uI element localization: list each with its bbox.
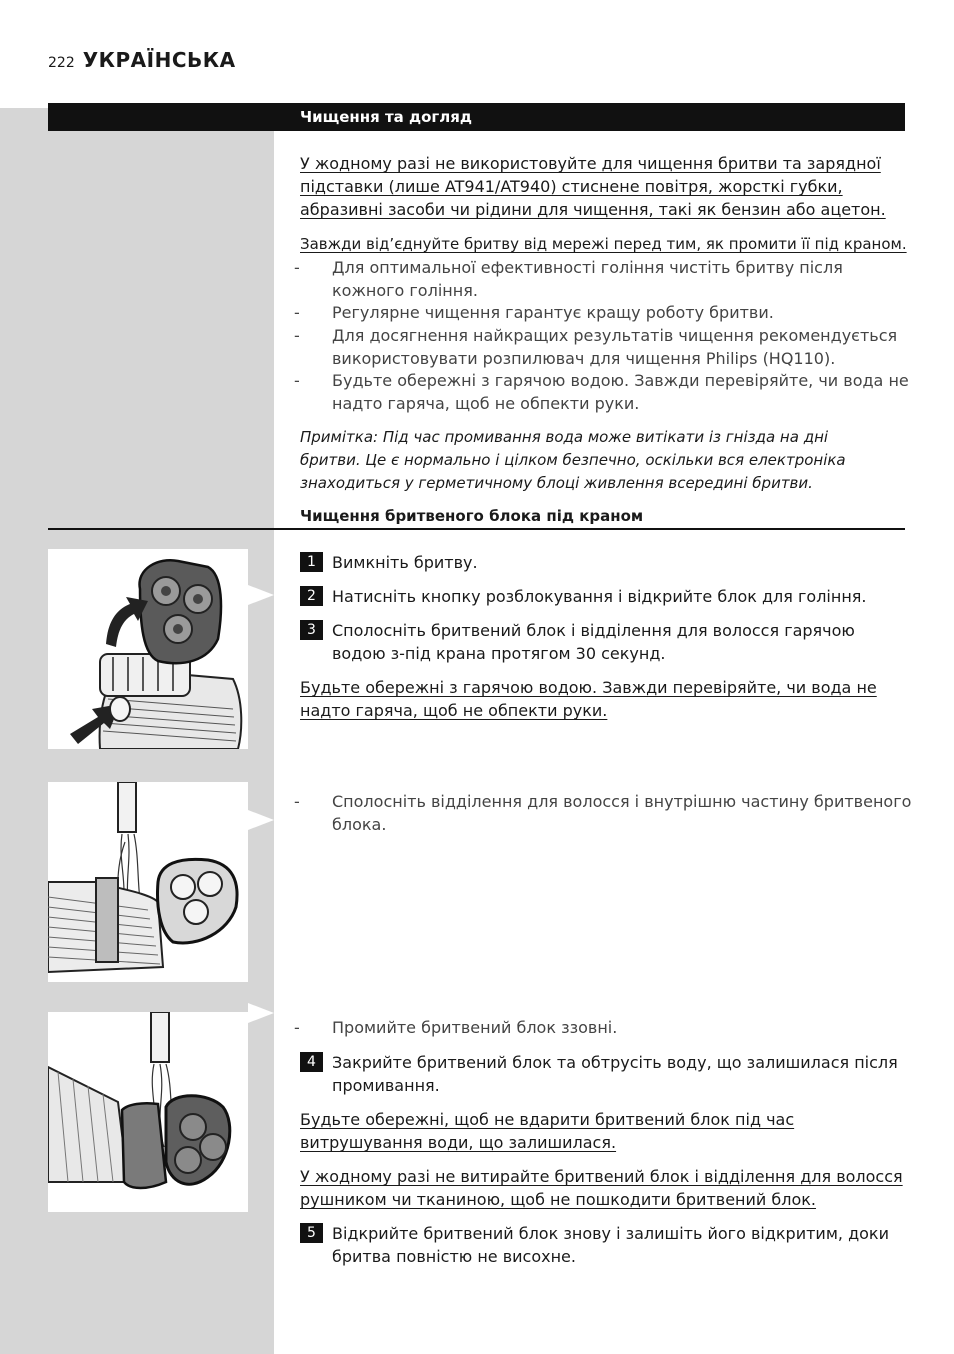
step-text: водою з-під крана протягом 30 секунд. <box>332 644 666 663</box>
list-item-text: використовувати розпилювач для чищення Philips (HQ110). <box>332 349 836 368</box>
step-number: 4 <box>300 1052 323 1072</box>
language-title: УКРАЇНСЬКА <box>82 48 236 72</box>
list-item <box>294 256 843 302</box>
step-text: промивання. <box>332 1076 440 1095</box>
step-text: бритва повністю не висохне. <box>332 1247 576 1266</box>
step-text: Закрийте бритвений блок та обтрусіть воду, що залишилася після <box>332 1053 898 1072</box>
warning-do-not-hit <box>300 1108 794 1154</box>
list-item-text: Будьте обережні з гарячою водою. Завжди перевіряйте, чи вода не <box>332 371 909 390</box>
warning-line: витрушування води, що залишилася. <box>300 1133 617 1152</box>
list-item-text: Для досягнення найкращих результатів чищення рекомендується <box>332 326 898 345</box>
step-text: Натисніть кнопку розблокування і відкрийте блок для гоління. <box>332 587 867 606</box>
note <box>300 426 846 495</box>
warning-do-not-wipe <box>300 1165 903 1211</box>
warning-line: надто гаряча, щоб не обпекти руки. <box>300 701 608 720</box>
step-text: Сполосніть бритвений блок і відділення для волосся гарячою <box>332 621 855 640</box>
list-item-text: Для оптимальної ефективності гоління чистіть бритву після <box>332 258 843 277</box>
step-number: 3 <box>300 620 323 640</box>
list-item-text: Промийте бритвений блок ззовні. <box>332 1018 618 1037</box>
warning-line: підставки (лише AT941/AT940) стиснене повітря, жорсткі губки, <box>300 177 843 196</box>
step-3 <box>307 619 855 665</box>
illustration-rinse-hair-chamber <box>48 782 248 982</box>
step-number: 2 <box>300 586 323 606</box>
step-text: Відкрийте бритвений блок знову і залишіть його відкритим, доки <box>332 1224 889 1243</box>
bullet-dash: - <box>294 792 300 811</box>
list-item <box>294 301 774 324</box>
section-title: Чищення та догляд <box>300 108 472 126</box>
note-line: Примітка: Під час промивання вода може витікати із гнізда на дні <box>300 428 829 446</box>
subsection-title: Чищення бритвеного блока під краном <box>300 507 644 525</box>
list-item-text: блока. <box>332 815 387 834</box>
step-5 <box>307 1222 889 1268</box>
illustration-pointer <box>248 810 274 830</box>
illustration-rinse-outside <box>48 1012 248 1212</box>
step-2 <box>307 585 867 608</box>
section-rule <box>48 528 905 530</box>
list-item-text: Регулярне чищення гарантує кращу роботу бритви. <box>332 303 774 322</box>
warning-line: рушником чи тканиною, щоб не пошкодити бритвений блок. <box>300 1190 817 1209</box>
warning-unplug: Завжди від’єднуйте бритву від мережі перед тим, як промити її під краном. <box>300 235 907 253</box>
page-number: 222 <box>48 55 75 71</box>
step-4 <box>307 1051 898 1097</box>
list-item-text: кожного гоління. <box>332 281 478 300</box>
warning-line: У жодному разі не витирайте бритвений блок і відділення для волосся <box>300 1167 903 1186</box>
list-item-rinse-outside <box>294 1016 618 1039</box>
warning-line: Будьте обережні, щоб не вдарити бритвений блок під час <box>300 1110 795 1129</box>
step-text: Вимкніть бритву. <box>332 553 478 572</box>
page-header <box>48 48 236 72</box>
step-1 <box>307 551 478 574</box>
illustration-pointer <box>248 585 274 605</box>
warning-line: У жодному разі не використовуйте для чищення бритви та зарядної <box>300 154 881 173</box>
bullet-dash: - <box>294 258 300 277</box>
illustration-open-shaving-unit <box>48 549 248 749</box>
section-bar <box>48 103 905 131</box>
bullet-dash: - <box>294 303 300 322</box>
warning-line: Будьте обережні з гарячою водою. Завжди перевіряйте, чи вода не <box>300 678 877 697</box>
warning-hot-water <box>300 676 877 722</box>
list-item <box>294 324 898 370</box>
bullet-dash: - <box>294 1018 300 1037</box>
step-number: 5 <box>300 1223 323 1243</box>
list-item-text: Сполосніть відділення для волосся і внутрішню частину бритвеного <box>332 792 912 811</box>
list-item-text: надто гаряча, щоб не обпекти руки. <box>332 394 640 413</box>
list-item-rinse-chamber <box>294 790 912 836</box>
bullet-dash: - <box>294 371 300 390</box>
note-line: бритви. Це є нормально і цілком безпечно, оскільки вся електроніка <box>300 451 846 469</box>
illustration-pointer <box>248 1003 274 1023</box>
step-number: 1 <box>300 552 323 572</box>
note-line: знаходиться у герметичному блоці живлення всередині бритви. <box>300 474 813 492</box>
warning-line: абразивні засоби чи рідини для чищення, такі як бензин або ацетон. <box>300 200 886 219</box>
warning-no-abrasives <box>300 152 886 221</box>
list-item <box>294 369 909 415</box>
bullet-dash: - <box>294 326 300 345</box>
